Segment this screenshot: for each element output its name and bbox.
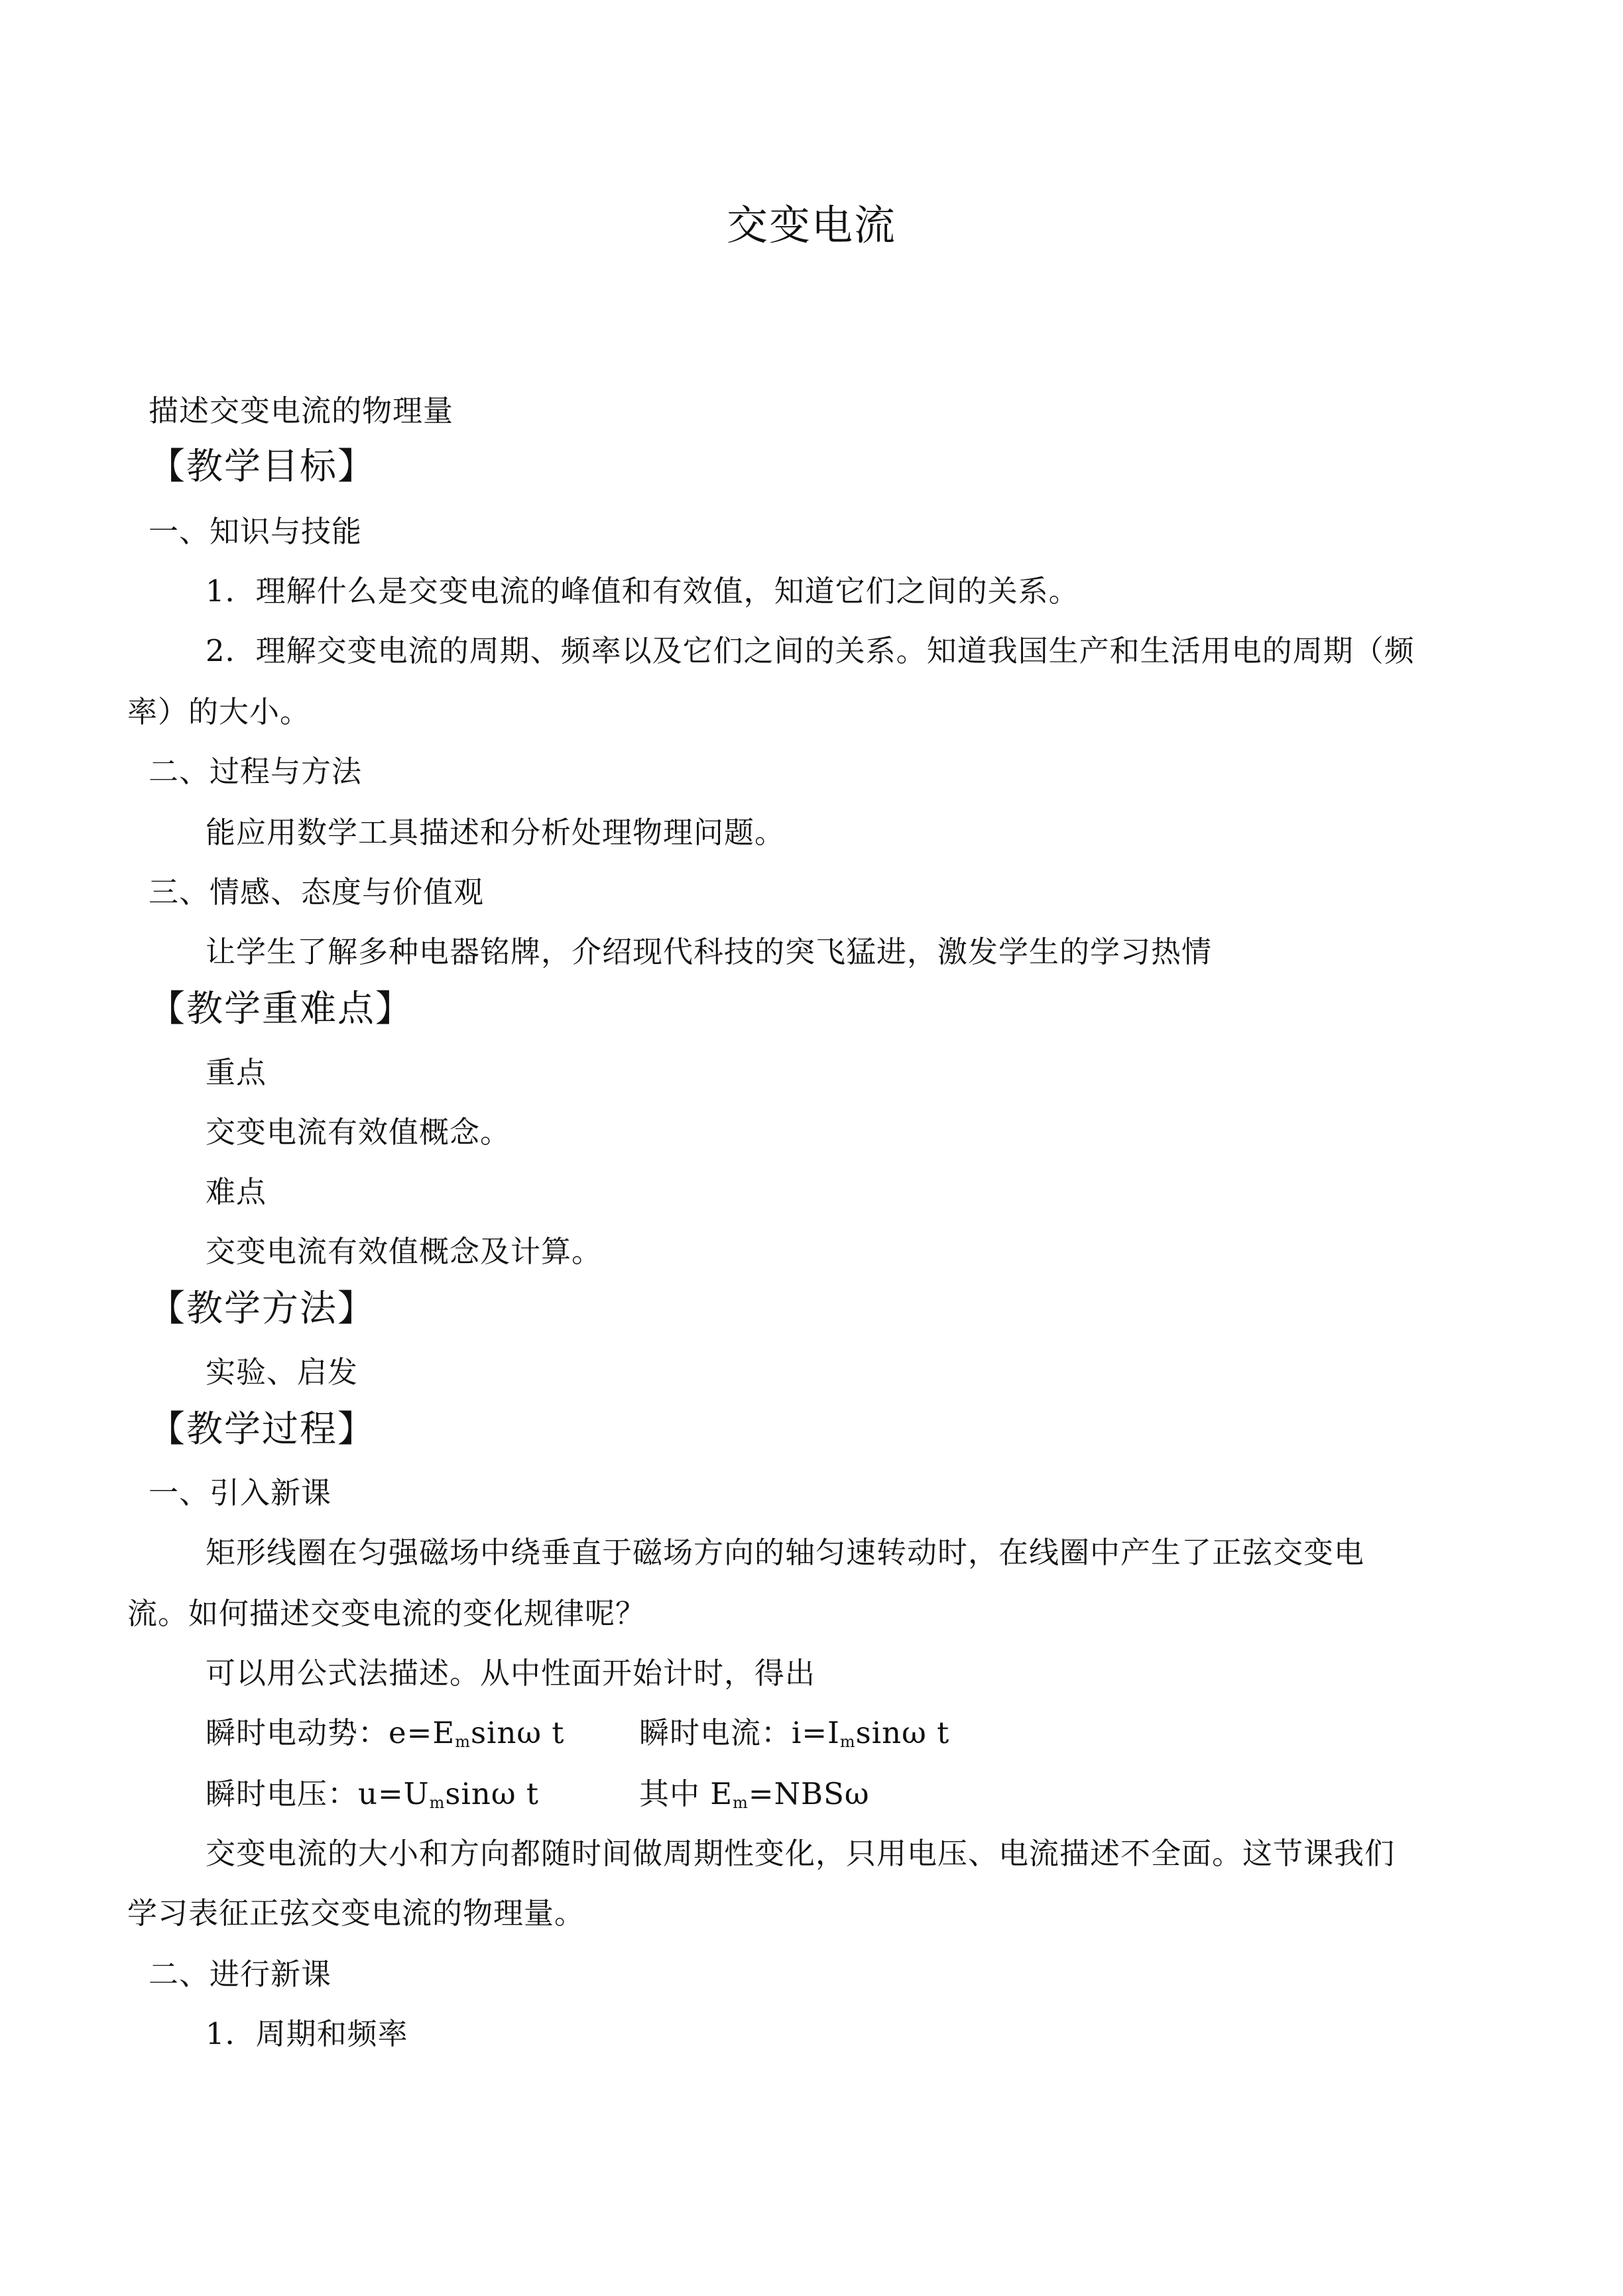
- key-text: 交变电流有效值概念。: [206, 1115, 511, 1150]
- keypoints-heading: 【教学重难点】: [149, 987, 414, 1030]
- newlesson-item-1: 1．周期和频率: [206, 2016, 408, 2051]
- formula-em-subscript: m: [733, 1793, 749, 1812]
- intro-para-1-line-1: 矩形线圈在匀强磁场中绕垂直于磁场方向的轴匀速转动时，在线圈中产生了正弦交变电: [206, 1535, 1365, 1570]
- formula-emf-suffix: sinω t: [470, 1715, 565, 1750]
- newlesson-heading: 二、进行新课: [149, 1957, 332, 1992]
- intro-para-2: 可以用公式法描述。从中性面开始计时，得出: [206, 1656, 816, 1691]
- formula-em: [639, 1774, 870, 1814]
- formula-emf-subscript: m: [455, 1732, 471, 1751]
- formula-current-subscript: m: [839, 1732, 856, 1751]
- formula-voltage-prefix: 瞬时电压：u=U: [206, 1776, 430, 1811]
- formula-voltage: [206, 1774, 1545, 1814]
- lesson-subtitle: 描述交变电流的物理量: [149, 393, 454, 428]
- formula-voltage-suffix: sinω t: [445, 1776, 539, 1811]
- emotion-text: 让学生了解多种电器铭牌，介绍现代科技的突飞猛进，激发学生的学习热情: [206, 934, 1213, 969]
- objectives-heading: 【教学目标】: [149, 445, 376, 487]
- intro-heading: 一、引入新课: [149, 1475, 332, 1510]
- formula-emf-prefix: 瞬时电动势：e=E: [206, 1715, 455, 1750]
- intro-para-1-line-2: 流。如何描述交变电流的变化规律呢？: [127, 1596, 646, 1631]
- formula-em-prefix: 其中 E: [639, 1776, 733, 1811]
- emotion-heading: 三、情感、态度与价值观: [149, 875, 485, 910]
- key-label: 重点: [206, 1055, 267, 1090]
- knowledge-heading: 一、知识与技能: [149, 514, 363, 549]
- difficult-label: 难点: [206, 1174, 267, 1209]
- knowledge-item-2-line-2: 率）的大小。: [127, 694, 311, 729]
- formula-em-suffix: =NBSω: [748, 1776, 870, 1811]
- knowledge-item-2-line-1: 2．理解交变电流的周期、频率以及它们之间的关系。知道我国生产和生活用电的周期（频: [206, 633, 1415, 668]
- knowledge-item-1: 1．理解什么是交变电流的峰值和有效值，知道它们之间的关系。: [206, 574, 1079, 609]
- intro-para-3-line-1: 交变电流的大小和方向都随时间做周期性变化，只用电压、电流描述不全面。这节课我们: [206, 1836, 1396, 1871]
- method-heading: 【教学方法】: [149, 1287, 376, 1329]
- formula-current: [639, 1713, 949, 1753]
- intro-para-3-line-2: 学习表征正弦交变电流的物理量。: [127, 1896, 585, 1931]
- process-text: 能应用数学工具描述和分析处理物理问题。: [206, 815, 786, 850]
- formula-current-suffix: sinω t: [855, 1715, 950, 1750]
- method-text: 实验、启发: [206, 1355, 359, 1390]
- formula-voltage-subscript: m: [429, 1793, 446, 1812]
- process2-heading: 【教学过程】: [149, 1408, 376, 1450]
- process-heading: 二、过程与方法: [149, 754, 363, 789]
- formula-current-prefix: 瞬时电流：i=I: [639, 1715, 840, 1750]
- document-title: 交变电流: [726, 201, 896, 249]
- difficult-text: 交变电流有效值概念及计算。: [206, 1234, 603, 1269]
